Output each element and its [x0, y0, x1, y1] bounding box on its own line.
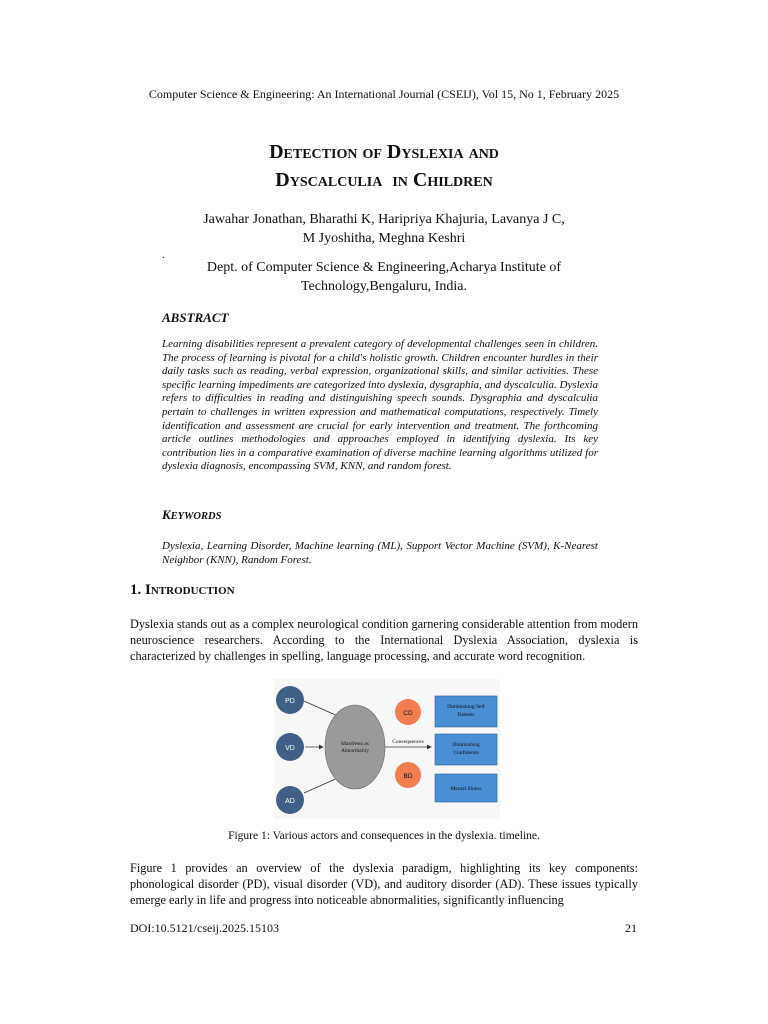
title-cap: D: [275, 169, 290, 191]
affiliation: [0, 258, 768, 296]
affiliation-line-2: Technology,Bengaluru, India.: [300, 279, 468, 294]
box-confidence-line-1: Diminishing: [452, 742, 480, 748]
node-ad-label: AD: [285, 798, 295, 805]
authors-line-2: M Jyoshitha, Meghna Keshri: [302, 231, 466, 246]
title-smallcaps: hildren: [427, 169, 493, 191]
node-vd-label: VD: [285, 745, 295, 752]
keywords-rest: EYWORDS: [170, 511, 222, 522]
box-self-esteem-line-2: Esteem: [457, 712, 475, 718]
keywords-text: Dyslexia, Learning Disorder, Machine learning (ML), Support Vector Machine (SVM), K-Nearest Neighbor (KNN), Random Forest.: [162, 540, 598, 566]
running-header: Computer Science & Engineering: An International Journal (CSEIJ), Vol 15, No 1, February 2025: [148, 87, 620, 101]
authors-line-1: Jawahar Jonathan, Bharathi K, Haripriya Khajuria, Lavanya J C,: [203, 212, 565, 227]
title-smallcaps: etection of: [283, 141, 387, 163]
title-line-2: [275, 169, 492, 191]
keywords-heading: [162, 507, 221, 523]
section-heading-introduction: [130, 582, 235, 599]
paper-title: [0, 138, 768, 194]
keywords-cap: K: [162, 507, 171, 522]
node-bd-label: BD: [403, 773, 413, 780]
title-smallcaps: yscalculia in: [289, 169, 413, 191]
title-cap: D: [386, 141, 402, 163]
intro-paragraph-1: Dyslexia stands out as a complex neurological condition garnering considerable attention from modern neuroscience researchers. According to the International Dyslexia Association, dyslexia is characterized by challenges in spelling, language processing, and accurate word recognition.: [130, 617, 638, 663]
node-abnormality: [325, 705, 385, 789]
stray-mark: .: [162, 250, 165, 261]
edge-label-consequences: Consequences: [392, 739, 424, 745]
intro-paragraph-2: Figure 1 provides an overview of the dyslexia paradigm, highlighting its key components: phonological disorder (PD), visual disorder (VD), and auditory disorder (AD). These issues typically emerge early in life and progress into noticeable abnormalities, significantly influencing: [130, 861, 638, 907]
footer-doi: DOI:10.5121/cseij.2025.15103: [130, 921, 279, 935]
title-line-1: [269, 141, 499, 163]
node-cd-label: CD: [403, 710, 413, 717]
affiliation-line-1: Dept. of Computer Science & Engineering,Acharya Institute of: [206, 260, 562, 275]
node-abnormality-line-1: Manifests as: [341, 741, 369, 747]
abstract-text: Learning disabilities represent a prevalent category of developmental challenges seen in children. The process of learning is pivotal for a child's holistic growth. Children encounter hurdles in their daily tasks such as reading, verbal expression, organizational skills, and similar activities. These specific learning impediments are categorized into dyslexia, dysgraphia, and dyscalculia. Dyslexia refers to difficulties in reading and distinguishing speech sounds. Dysgraphia and dyscalculia pertain to challenges in written expression and mathematical computations, respectively. Timely identification and assessment are crucial for early intervention and treatment. The forthcoming article outlines methodologies and approaches employed in identifying dyslexia. Its key contribution lies in a comparative examination of diverse machine learning algorithms utilized for dyslexia diagnosis, encompassing SVM, KNN, and random forest.: [162, 338, 598, 473]
abstract-heading: ABSTRACT: [162, 310, 229, 325]
title-cap: C: [412, 169, 428, 191]
box-confidence-line-2: Confidence: [453, 750, 479, 756]
title-cap: D: [269, 141, 284, 163]
title-smallcaps: yslexia and: [401, 141, 499, 163]
section-rest: ntroduction: [150, 582, 235, 598]
node-abnormality-line-2: Abnormality: [340, 748, 370, 754]
page-number: 21: [625, 921, 637, 935]
box-mental-illness-label: Mental illness: [450, 786, 482, 792]
section-number: 1.: [130, 582, 145, 598]
author-list: [0, 210, 768, 248]
box-self-esteem-line-1: Diminishing Self: [447, 704, 485, 710]
dyslexia-diagram: [274, 679, 500, 819]
node-pd-label: PD: [285, 698, 295, 705]
figure-caption: Figure 1: Various actors and consequences in the dyslexia. timeline.: [228, 830, 540, 842]
section-cap: I: [145, 582, 151, 598]
